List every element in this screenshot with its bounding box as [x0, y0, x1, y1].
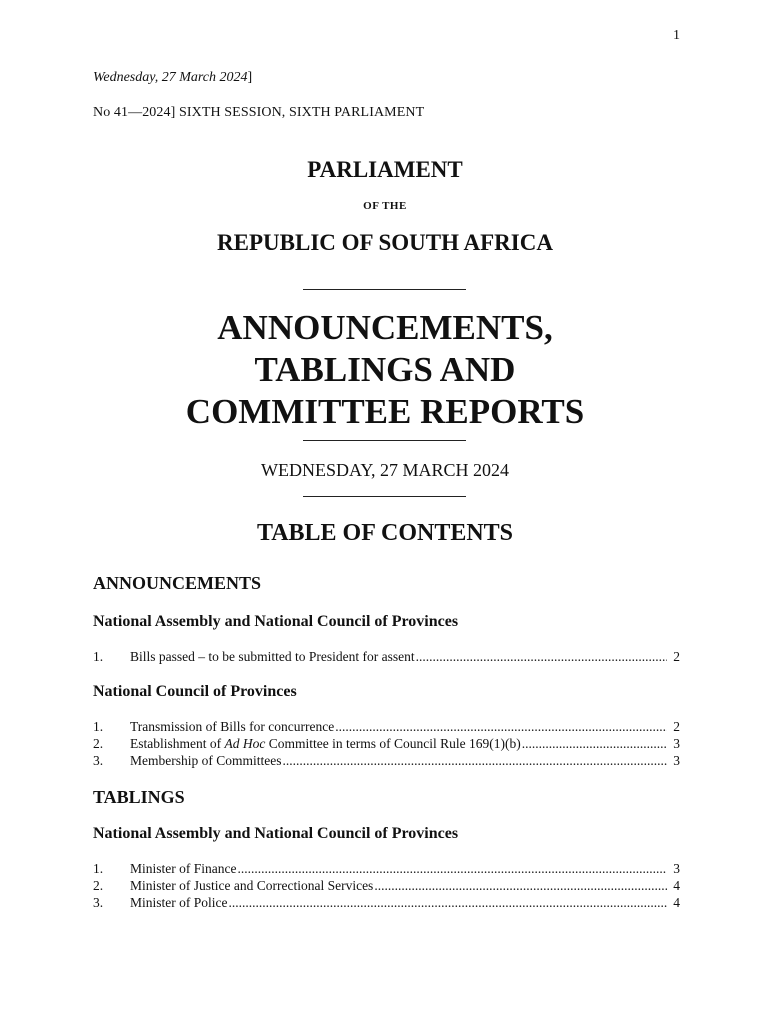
- toc-leader-dots: [282, 753, 667, 769]
- toc-entry[interactable]: [93, 719, 680, 736]
- toc-entry-title: Membership of Committees: [130, 753, 282, 768]
- subsection-na-ncop: National Assembly and National Council of Provinces: [93, 613, 459, 630]
- toc-entry[interactable]: [93, 736, 680, 753]
- toc-list-tablings-na-ncop: [93, 861, 680, 912]
- toc-entry-page: 2: [673, 649, 680, 664]
- toc-leader-dots: [522, 736, 667, 752]
- toc-leader-dots: [237, 861, 667, 877]
- main-title-line-1: ANNOUNCEMENTS,: [217, 308, 553, 347]
- toc-entry[interactable]: [93, 649, 680, 666]
- subsection-ncop: National Council of Provinces: [93, 683, 297, 700]
- date-heading: WEDNESDAY, 27 MARCH 2024: [260, 460, 510, 480]
- toc-leader-dots: [416, 649, 667, 665]
- parliament-heading: PARLIAMENT: [307, 157, 463, 182]
- subsection-na-ncop: National Assembly and National Council of Provinces: [93, 825, 459, 842]
- date-line: [93, 70, 252, 86]
- toc-entry-page: 4: [673, 878, 680, 893]
- toc-entry-title-post: Committee in terms of Council Rule 169(1)(b): [265, 736, 521, 751]
- toc-entry[interactable]: [93, 895, 680, 912]
- toc-leader-dots: [374, 878, 667, 894]
- divider-rule: [303, 440, 466, 441]
- toc-entry-number: 2.: [93, 736, 104, 751]
- toc-leader-dots: [335, 719, 667, 735]
- divider-rule: [303, 289, 466, 290]
- main-title-line-3: COMMITTEE REPORTS: [185, 392, 585, 431]
- session-line: No 41—2024] SIXTH SESSION, SIXTH PARLIAMENT: [93, 105, 425, 120]
- toc-entry-title: Minister of Justice and Correctional Services: [130, 878, 374, 893]
- toc-entry-title: [130, 736, 521, 752]
- toc-entry-title-pre: Establishment of: [130, 736, 225, 751]
- toc-leader-dots: [229, 895, 668, 911]
- toc-entry[interactable]: [93, 861, 680, 878]
- divider-rule: [303, 496, 466, 497]
- of-the-heading: OF THE: [363, 200, 407, 212]
- toc-entry-title: Minister of Police: [130, 895, 228, 910]
- toc-entry-number: 1.: [93, 649, 104, 664]
- toc-entry-title: Transmission of Bills for concurrence: [130, 719, 335, 734]
- toc-entry[interactable]: [93, 753, 680, 770]
- section-tablings: TABLINGS: [93, 787, 185, 807]
- date-line-text: Wednesday, 27 March 2024: [93, 70, 248, 85]
- page-number: 1: [673, 28, 680, 43]
- toc-entry-title: Minister of Finance: [130, 861, 237, 876]
- toc-entry-page: 2: [673, 719, 680, 734]
- toc-entry-title: Bills passed – to be submitted to President for assent: [130, 649, 415, 664]
- date-line-bracket: ]: [247, 70, 253, 85]
- toc-entry-number: 3.: [93, 895, 104, 910]
- toc-entry[interactable]: [93, 878, 680, 895]
- toc-entry-number: 1.: [93, 719, 104, 734]
- toc-entry-page: 3: [673, 736, 680, 751]
- toc-list-announcements-na-ncop: [93, 649, 680, 666]
- toc-entry-page: 4: [673, 895, 680, 910]
- toc-entry-page: 3: [673, 861, 680, 876]
- main-title: [0, 307, 770, 433]
- republic-heading: REPUBLIC OF SOUTH AFRICA: [217, 230, 553, 255]
- section-announcements: ANNOUNCEMENTS: [93, 573, 262, 593]
- toc-title: TABLE OF CONTENTS: [256, 520, 514, 546]
- toc-entry-number: 2.: [93, 878, 104, 893]
- toc-entry-number: 1.: [93, 861, 104, 876]
- toc-list-announcements-ncop: [93, 719, 680, 770]
- main-title-line-2: TABLINGS AND: [254, 350, 516, 389]
- toc-entry-number: 3.: [93, 753, 104, 768]
- toc-entry-page: 3: [673, 753, 680, 768]
- toc-entry-title-italic: Ad Hoc: [224, 736, 266, 751]
